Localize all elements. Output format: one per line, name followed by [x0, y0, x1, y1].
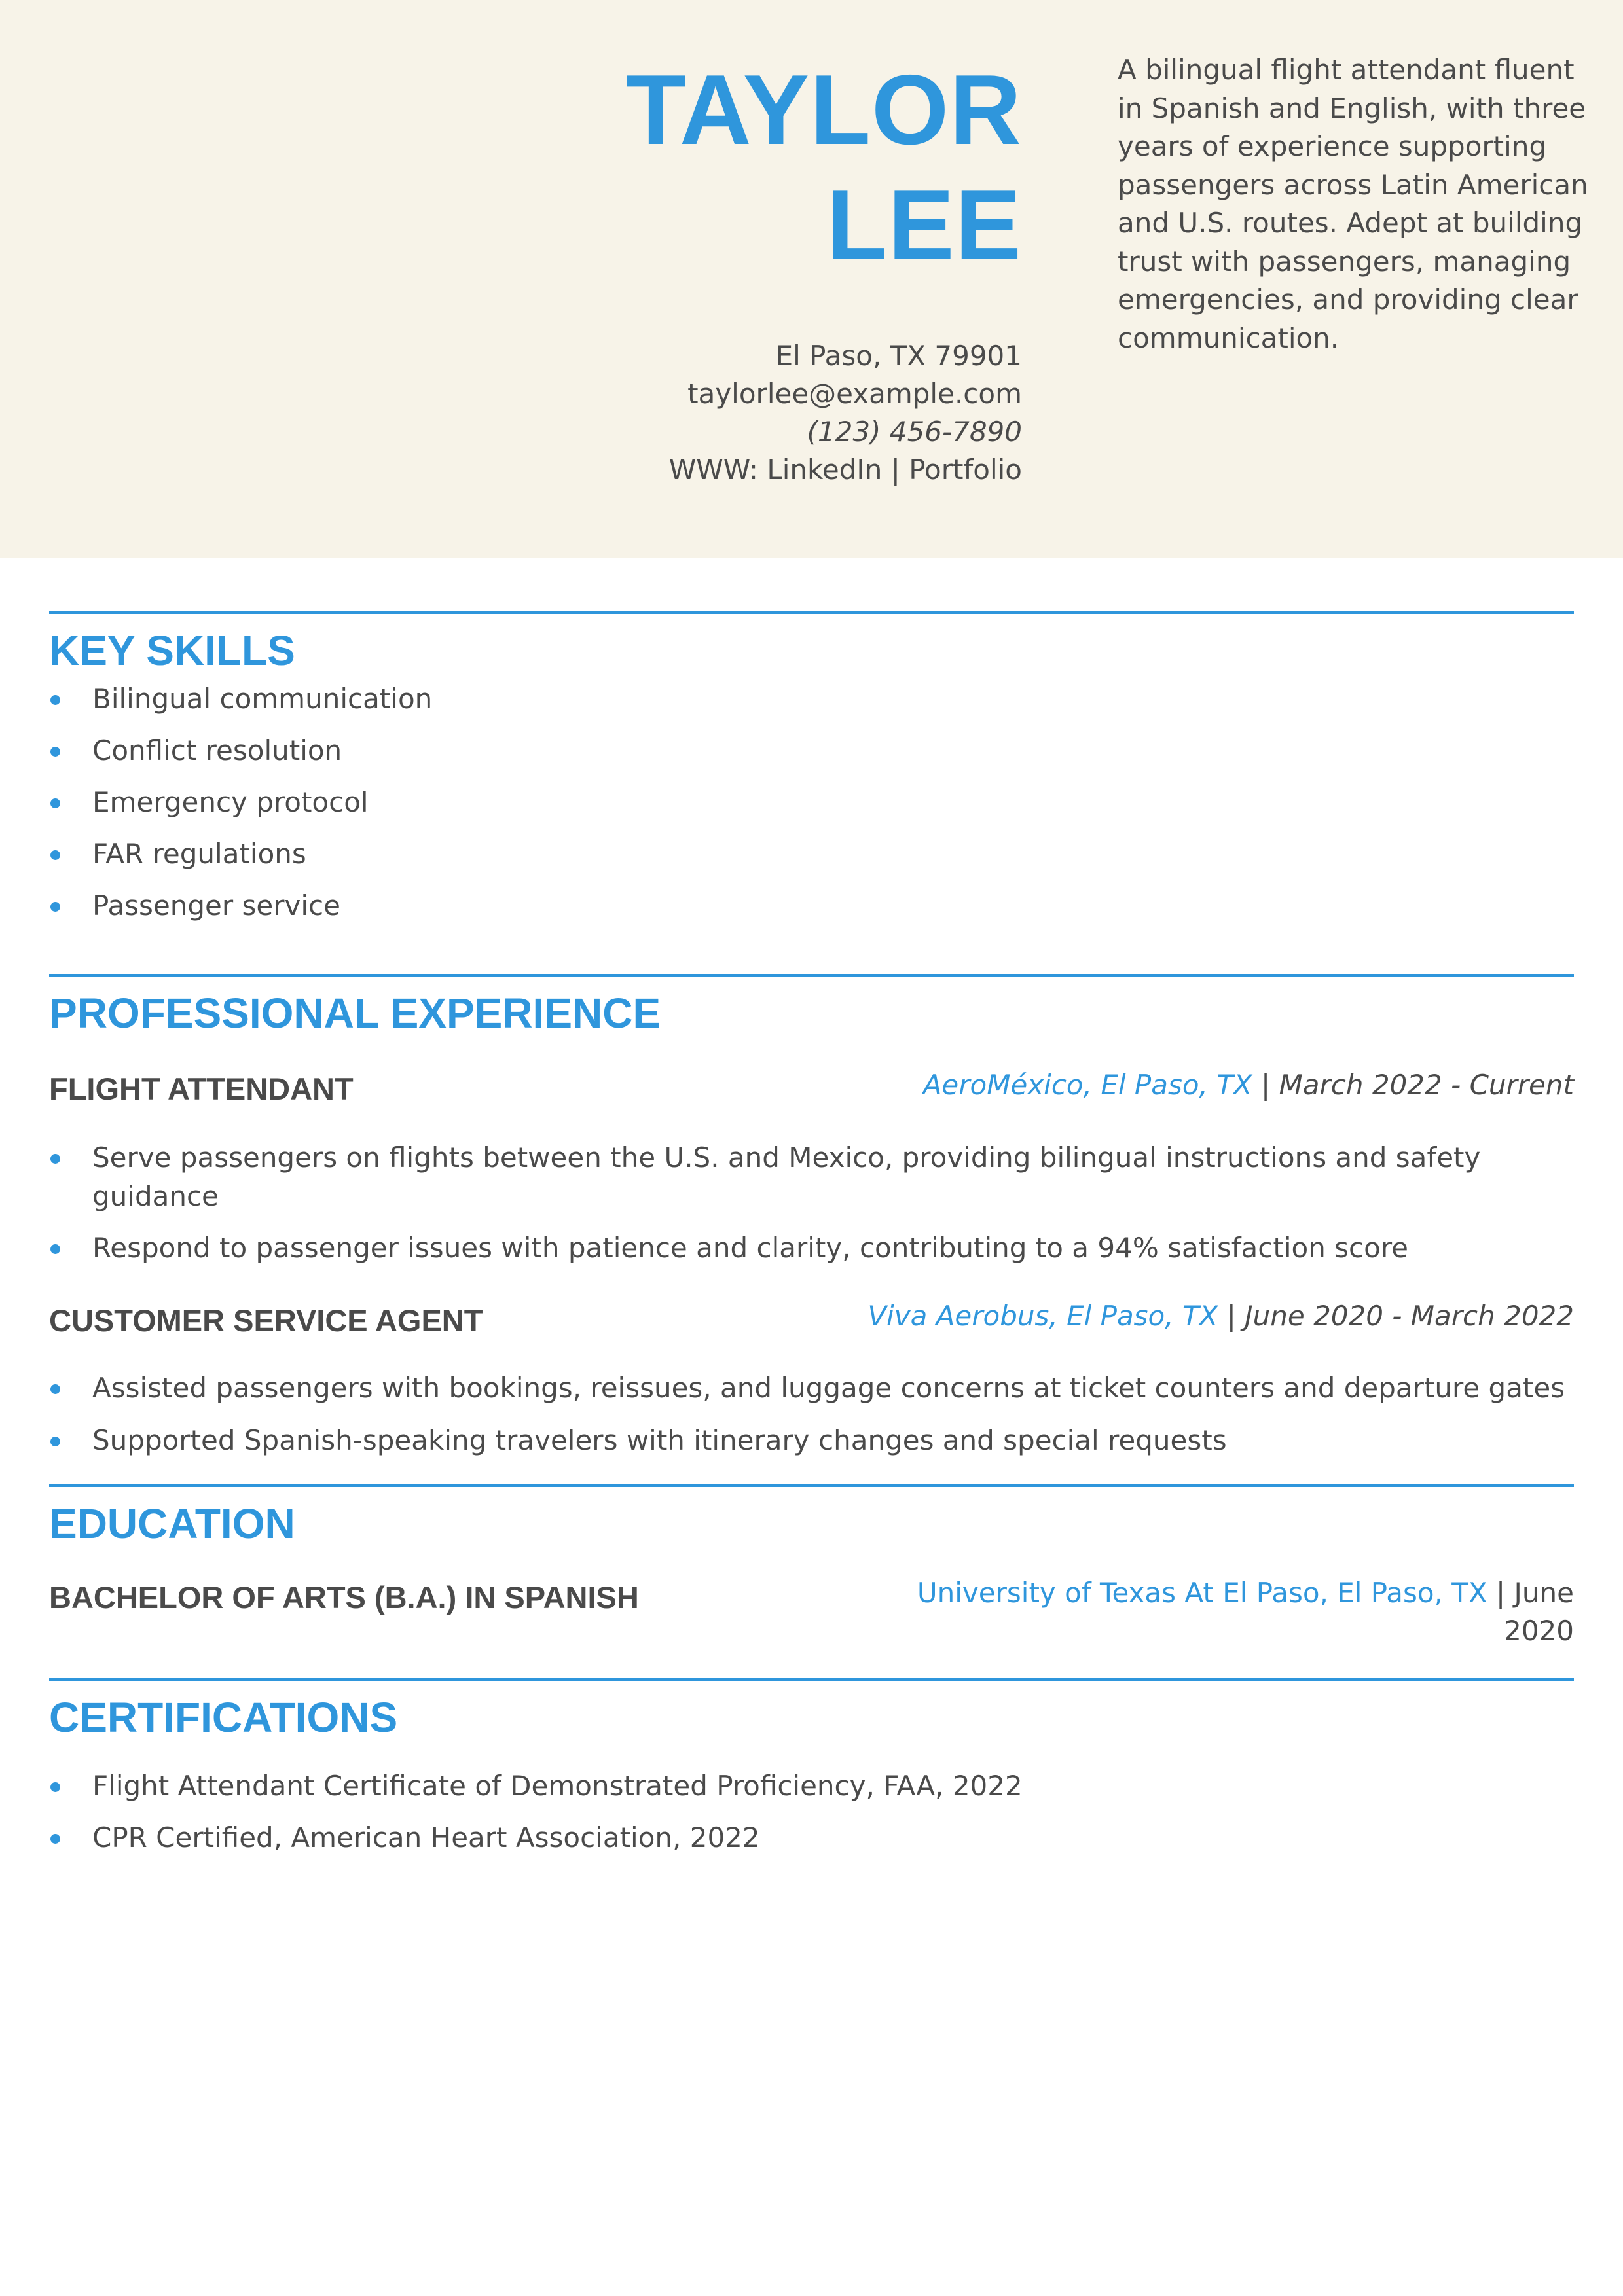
experience-section	[49, 974, 1574, 1484]
list-item: Serve passengers on flights between the U.S. and Mexico, providing bilingual instructions and safety guidance	[49, 1139, 1574, 1215]
bullet-icon	[50, 850, 60, 860]
list-item: Respond to passenger issues with patience and clarity, contributing to a 94% satisfaction score	[49, 1229, 1574, 1268]
list-item: Assisted passengers with bookings, reissues, and luggage concerns at ticket counters and departure gates	[49, 1369, 1574, 1408]
skills-list	[49, 680, 432, 939]
last-name: LEE	[826, 170, 1022, 281]
professional-summary: A bilingual flight attendant fluent in Spanish and English, with three years of experience supporting passengers across Latin American and U.S. routes. Adept at building trust with passengers, managing emergencies, and providing clear communication.	[1118, 54, 1588, 354]
bullet-icon	[50, 1834, 60, 1844]
list-item: Flight Attendant Certificate of Demonstrated Proficiency, FAA, 2022	[49, 1767, 1023, 1819]
degree-title: BACHELOR OF ARTS (B.A.) IN SPANISH	[49, 1580, 639, 1615]
education-section	[49, 1484, 1574, 1681]
bullet-icon	[50, 1384, 60, 1394]
section-title-certifications: CERTIFICATIONS	[49, 1694, 398, 1741]
first-name: TAYLOR	[625, 54, 1022, 166]
web-links: WWW: LinkedIn | Portfolio	[668, 454, 1022, 486]
bullet-icon	[50, 1437, 60, 1446]
job-dates: March 2022 - Current	[1279, 1069, 1574, 1101]
section-title-experience: PROFESSIONAL EXPERIENCE	[49, 990, 661, 1037]
bullet-icon	[50, 1782, 60, 1792]
bullet-icon	[50, 902, 60, 912]
section-title-skills: KEY SKILLS	[49, 627, 295, 674]
graduation-date: June 2020	[1504, 1577, 1574, 1647]
list-item: Emergency protocol	[49, 783, 432, 835]
separator: |	[1487, 1577, 1514, 1609]
job-meta	[867, 1297, 1574, 1335]
phone-text: (123) 456-7890	[807, 416, 1022, 448]
job-title: FLIGHT ATTENDANT	[49, 1071, 354, 1106]
education-meta	[906, 1574, 1574, 1650]
list-item: Bilingual communication	[49, 680, 432, 732]
job-dates: June 2020 - March 2022	[1245, 1300, 1574, 1332]
school-name: University of Texas At El Paso, El Paso, TX	[917, 1577, 1487, 1609]
employer-name: Viva Aerobus, El Paso, TX	[867, 1300, 1218, 1332]
section-divider	[49, 1484, 1574, 1487]
separator: |	[1218, 1300, 1245, 1332]
email-text: taylorlee@example.com	[687, 378, 1022, 410]
candidate-name	[625, 52, 1022, 283]
list-item: CPR Certified, American Heart Association, 2022	[49, 1819, 1023, 1871]
job-bullets	[49, 1369, 1574, 1460]
job-bullets	[49, 1139, 1574, 1268]
employer-name: AeroMéxico, El Paso, TX	[922, 1069, 1252, 1101]
section-divider	[49, 611, 1574, 614]
separator: |	[1252, 1069, 1279, 1101]
section-title-education: EDUCATION	[49, 1500, 295, 1547]
contact-info	[669, 337, 1022, 489]
job-title: CUSTOMER SERVICE AGENT	[49, 1303, 483, 1338]
bullet-icon	[50, 1244, 60, 1254]
bullet-icon	[50, 1154, 60, 1164]
certifications-list	[49, 1767, 1023, 1871]
list-item: Supported Spanish-speaking travelers with itinerary changes and special requests	[49, 1422, 1574, 1460]
bullet-icon	[50, 747, 60, 757]
certifications-section	[49, 1678, 1574, 1874]
job-meta	[923, 1066, 1574, 1104]
list-item: Conflict resolution	[49, 732, 432, 783]
section-divider	[49, 974, 1574, 977]
list-item: FAR regulations	[49, 835, 432, 887]
bullet-icon	[50, 798, 60, 808]
resume-header	[0, 0, 1623, 558]
skills-section	[49, 611, 1574, 952]
bullet-icon	[50, 695, 60, 705]
location-text: El Paso, TX 79901	[775, 340, 1022, 372]
list-item: Passenger service	[49, 887, 432, 939]
section-divider	[49, 1678, 1574, 1681]
